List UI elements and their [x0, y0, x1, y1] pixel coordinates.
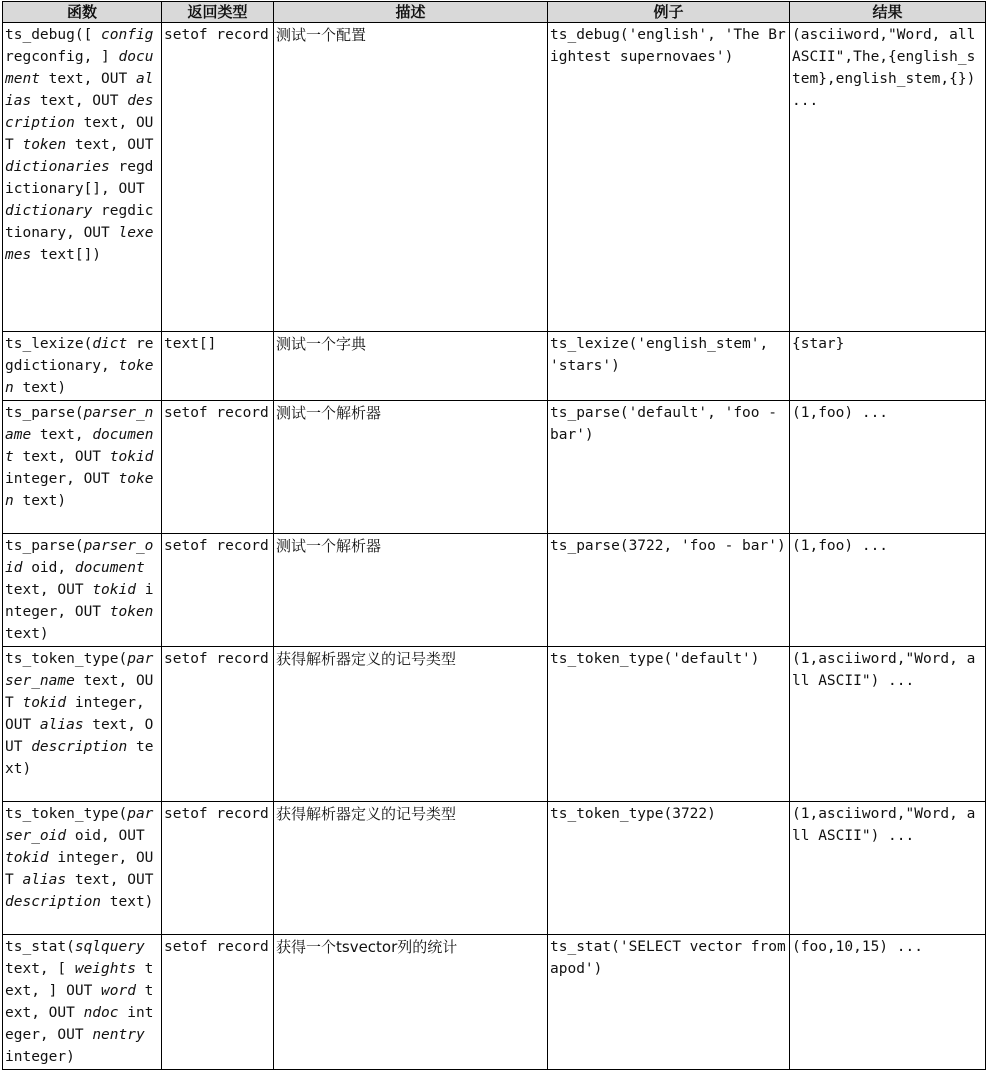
parameter-name: document: [74, 560, 145, 576]
parameter-name: tokid: [92, 582, 136, 598]
signature-text: text[]): [31, 247, 102, 263]
return-type: setof record: [162, 935, 274, 1070]
parameter-name: lexemes: [5, 225, 154, 263]
parameter-name: parser_name: [5, 651, 154, 689]
parameter-name: alias: [5, 71, 154, 109]
result: (1,asciiword,"Word, all ASCII") ...: [790, 802, 986, 935]
parameter-name: document: [5, 49, 154, 87]
function-signature: [3, 935, 162, 1070]
signature-text: ts_parse(: [5, 538, 84, 554]
parameter-name: token: [5, 358, 154, 396]
return-type: setof record: [162, 401, 274, 534]
signature-text: text, OUT: [5, 115, 154, 153]
signature-text: text): [101, 894, 154, 910]
header-result: 结果: [790, 2, 986, 23]
signature-text: text, OUT: [5, 983, 154, 1021]
signature-text: integer, OUT: [5, 471, 119, 487]
function-signature: [3, 332, 162, 401]
function-signature: [3, 23, 162, 332]
header-function: 函数: [3, 2, 162, 23]
header-description: 描述: [274, 2, 548, 23]
return-type: setof record: [162, 647, 274, 802]
signature-text: regdictionary, OUT: [5, 203, 154, 241]
example: ts_debug('english', 'The Brightest supernovaes'): [548, 23, 790, 332]
functions-table: [2, 1, 986, 1070]
parameter-name: ndoc: [83, 1005, 119, 1021]
result: (1,foo) ...: [790, 401, 986, 534]
signature-text: ts_stat(: [5, 939, 75, 955]
signature-text: text): [13, 493, 67, 509]
table-body: [3, 23, 986, 1070]
signature-text: integer, OUT: [5, 1005, 154, 1043]
signature-text: text,: [31, 427, 93, 443]
example: ts_parse(3722, 'foo - bar'): [548, 534, 790, 647]
parameter-name: alias: [39, 717, 84, 733]
description: 获得解析器定义的记号类型: [274, 647, 548, 802]
parameter-name: parser_oid: [5, 806, 154, 844]
parameter-name: token: [109, 604, 154, 620]
table-row: [3, 647, 986, 802]
parameter-name: config: [101, 27, 154, 43]
header-example: 例子: [548, 2, 790, 23]
signature-text: integer, OUT: [5, 850, 154, 888]
header-row: [3, 2, 986, 23]
signature-text: text, [: [5, 961, 75, 977]
parameter-name: description: [31, 739, 128, 755]
return-type: setof record: [162, 23, 274, 332]
signature-text: text, ] OUT: [5, 961, 154, 999]
signature-text: ts_lexize(: [5, 336, 93, 352]
parameter-name: tokid: [22, 695, 67, 711]
return-type: setof record: [162, 802, 274, 935]
parameter-name: parser_oid: [5, 538, 154, 576]
parameter-name: word: [101, 983, 136, 999]
signature-text: text, OUT: [5, 673, 154, 711]
table-row: [3, 23, 986, 332]
description: 测试一个解析器: [274, 534, 548, 647]
signature-text: oid,: [22, 560, 75, 576]
parameter-name: token: [22, 137, 67, 153]
result: (1,asciiword,"Word, all ASCII") ...: [790, 647, 986, 802]
signature-text: ts_parse(: [5, 405, 84, 421]
table-row: [3, 534, 986, 647]
example: ts_lexize('english_stem', 'stars'): [548, 332, 790, 401]
function-signature: [3, 534, 162, 647]
function-signature: [3, 802, 162, 935]
signature-text: text, OUT: [39, 71, 136, 87]
signature-text: text): [5, 626, 49, 642]
parameter-name: token: [5, 471, 154, 509]
return-type: text[]: [162, 332, 274, 401]
description: 获得解析器定义的记号类型: [274, 802, 548, 935]
parameter-name: parser_name: [5, 405, 154, 443]
signature-text: integer): [5, 1049, 75, 1065]
signature-text: regdictionary,: [5, 336, 154, 374]
signature-text: ts_token_type(: [5, 651, 128, 667]
parameter-name: tokid: [109, 449, 154, 465]
table-row: [3, 802, 986, 935]
signature-text: text, OUT: [66, 872, 154, 888]
parameter-name: sqlquery: [74, 939, 145, 955]
parameter-name: description: [5, 93, 154, 131]
description: 获得一个tsvector列的统计: [274, 935, 548, 1070]
function-signature: [3, 647, 162, 802]
header-return-type: 返回类型: [162, 2, 274, 23]
signature-text: text, OUT: [13, 449, 110, 465]
table-row: [3, 401, 986, 534]
parameter-name: dict: [92, 336, 128, 352]
table-row: [3, 935, 986, 1070]
parameter-name: description: [5, 894, 102, 910]
parameter-name: tokid: [5, 850, 49, 866]
signature-text: text, OUT: [66, 137, 154, 153]
parameter-name: dictionaries: [5, 159, 110, 175]
example: ts_stat('SELECT vector from apod'): [548, 935, 790, 1070]
parameter-name: alias: [22, 872, 67, 888]
signature-text: text): [5, 739, 154, 777]
signature-text: text): [13, 380, 67, 396]
example: ts_token_type(3722): [548, 802, 790, 935]
signature-text: text, OUT: [31, 93, 128, 109]
parameter-name: document: [5, 427, 154, 465]
signature-text: ts_token_type(: [5, 806, 128, 822]
return-type: setof record: [162, 534, 274, 647]
description: 测试一个字典: [274, 332, 548, 401]
parameter-name: dictionary: [5, 203, 93, 219]
description: 测试一个配置: [274, 23, 548, 332]
signature-text: text, OUT: [5, 582, 93, 598]
signature-text: integer, OUT: [5, 582, 154, 620]
function-signature: [3, 401, 162, 534]
signature-text: ts_debug([: [5, 27, 102, 43]
signature-text: oid, OUT: [66, 828, 145, 844]
result: (foo,10,15) ...: [790, 935, 986, 1070]
signature-text: regconfig, ]: [5, 49, 119, 65]
parameter-name: nentry: [92, 1027, 145, 1043]
result: {star}: [790, 332, 986, 401]
signature-text: integer, OUT: [5, 695, 145, 733]
example: ts_parse('default', 'foo - bar'): [548, 401, 790, 534]
result: (asciiword,"Word, all ASCII",The,{english_stem},english_stem,{}) ...: [790, 23, 986, 332]
description: 测试一个解析器: [274, 401, 548, 534]
parameter-name: weights: [74, 961, 136, 977]
example: ts_token_type('default'): [548, 647, 790, 802]
signature-text: text, OUT: [5, 717, 154, 755]
table-row: [3, 332, 986, 401]
result: (1,foo) ...: [790, 534, 986, 647]
signature-text: regdictionary[], OUT: [5, 159, 154, 197]
